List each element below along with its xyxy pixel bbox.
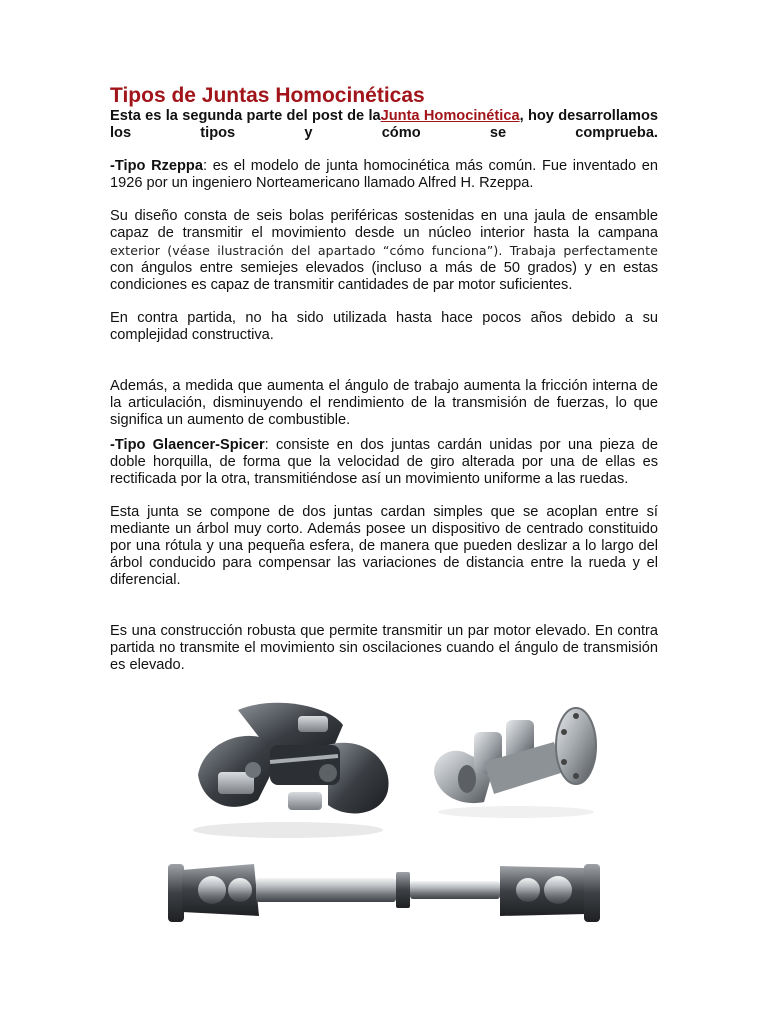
compone-paragraph: Esta junta se compone de dos juntas cardan simples que se acoplan entre sí mediante un árbol muy corto. Además posee un dispositivo de centrado constituido por una rótula y una pequeña esfera, de manera que pueden deslizar a lo largo del árbol conducido para compensar las variaciones de distancia entre la rueda y el diferencial. [110, 504, 658, 588]
document-body [110, 84, 658, 674]
glaencer-text: : consiste en dos juntas cardán unidas por una pieza de doble horquilla, de forma que la velocidad de giro alterada por una de ellas es rectificada por la otra, transmitiéndose así un movimiento uniforme a las ruedas. [110, 437, 658, 487]
page-title: Tipos de Juntas Homocinéticas [110, 84, 425, 107]
intro-text-after: , hoy desarrollamos los tipos y cómo se comprueba. [110, 108, 658, 141]
design-paragraph [110, 208, 658, 294]
double-cardan-joint-image [178, 690, 402, 840]
design-line-3: con ángulos entre semiejes elevados (incluso a más de 50 grados) y en estas condiciones es capaz de transmitir cantidades de par motor suficientes. [110, 260, 658, 293]
design-line-1: Su diseño consta de seis bolas periféricas sostenidas en una jaula de ensamble capaz de transmitir el movimiento desde un núcleo interior hasta la campana [110, 208, 658, 241]
rzeppa-label: -Tipo Rzeppa [110, 158, 203, 174]
intro-text-before: Esta es la segunda parte del post de la [110, 108, 381, 124]
contra-paragraph: En contra partida, no ha sido utilizada hasta hace pocos años debido a su complejidad constructiva. [110, 310, 658, 343]
robusta-paragraph: Es una construcción robusta que permite transmitir un par motor elevado. En contra partida no transmite el movimiento sin oscilaciones cuando el ángulo de transmisión es elevado. [110, 623, 658, 673]
rzeppa-text: : es el modelo de junta homocinética más común. Fue inventado en 1926 por un ingeniero Norteamericano llamado Alfred H. Rzeppa. [110, 158, 658, 191]
ademas-paragraph: Además, a medida que aumenta el ángulo de trabajo aumenta la fricción interna de la articulación, disminuyendo el rendimiento de la transmisión de fuerzas, lo que significa un aumento de combustible. [110, 378, 658, 428]
driveshaft-image [164, 850, 604, 930]
junta-homocinetica-link[interactable]: Junta Homocinética [380, 108, 520, 124]
glaencer-label: -Tipo Glaencer-Spicer [110, 437, 265, 453]
glaencer-paragraph [110, 437, 658, 488]
double-yoke-flange-image [424, 702, 608, 820]
design-line-2: exterior (véase ilustración del apartado “cómo funciona”). Trabaja perfectamente [110, 243, 658, 258]
intro-paragraph [110, 108, 658, 142]
rzeppa-paragraph [110, 158, 658, 192]
